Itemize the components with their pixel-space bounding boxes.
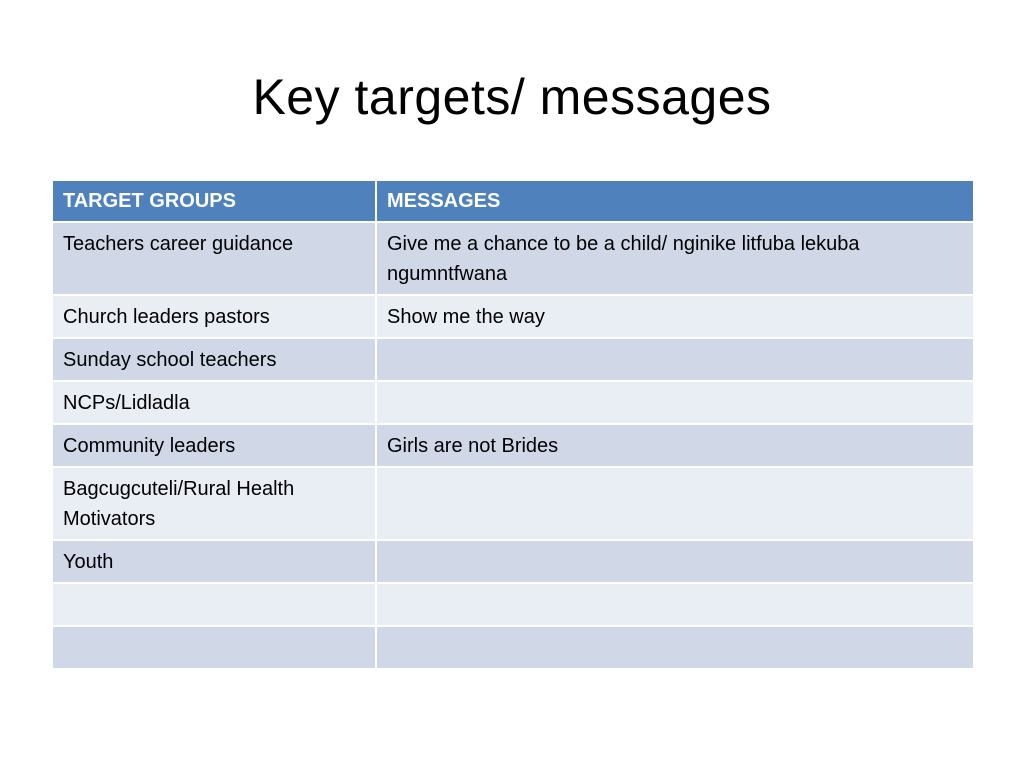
message-cell <box>376 626 974 669</box>
message-cell <box>376 467 974 540</box>
target-group-cell <box>52 626 376 669</box>
table-row <box>52 381 974 424</box>
table-row <box>52 295 974 338</box>
message-cell <box>376 338 974 381</box>
header-target-groups: TARGET GROUPS <box>52 180 376 222</box>
table-row <box>52 626 974 669</box>
message-cell <box>376 381 974 424</box>
message-cell: Give me a chance to be a child/ nginike litfuba lekuba ngumntfwana <box>376 222 974 295</box>
target-group-cell <box>52 583 376 626</box>
table-row <box>52 222 974 295</box>
target-group-cell: Church leaders pastors <box>52 295 376 338</box>
table-row <box>52 583 974 626</box>
target-group-cell: NCPs/Lidladla <box>52 381 376 424</box>
message-cell: Girls are not Brides <box>376 424 974 467</box>
message-cell <box>376 583 974 626</box>
target-group-cell: Community leaders <box>52 424 376 467</box>
table-header-row <box>52 180 974 222</box>
table-row <box>52 338 974 381</box>
target-group-cell: Teachers career guidance <box>52 222 376 295</box>
targets-messages-table <box>51 179 975 670</box>
message-cell <box>376 540 974 583</box>
target-group-cell: Sunday school teachers <box>52 338 376 381</box>
message-cell: Show me the way <box>376 295 974 338</box>
target-group-cell: Bagcugcuteli/Rural Health Motivators <box>52 467 376 540</box>
slide-title: Key targets/ messages <box>252 69 772 125</box>
table-row <box>52 467 974 540</box>
table-row <box>52 424 974 467</box>
table-row <box>52 540 974 583</box>
target-group-cell: Youth <box>52 540 376 583</box>
header-messages: MESSAGES <box>376 180 974 222</box>
